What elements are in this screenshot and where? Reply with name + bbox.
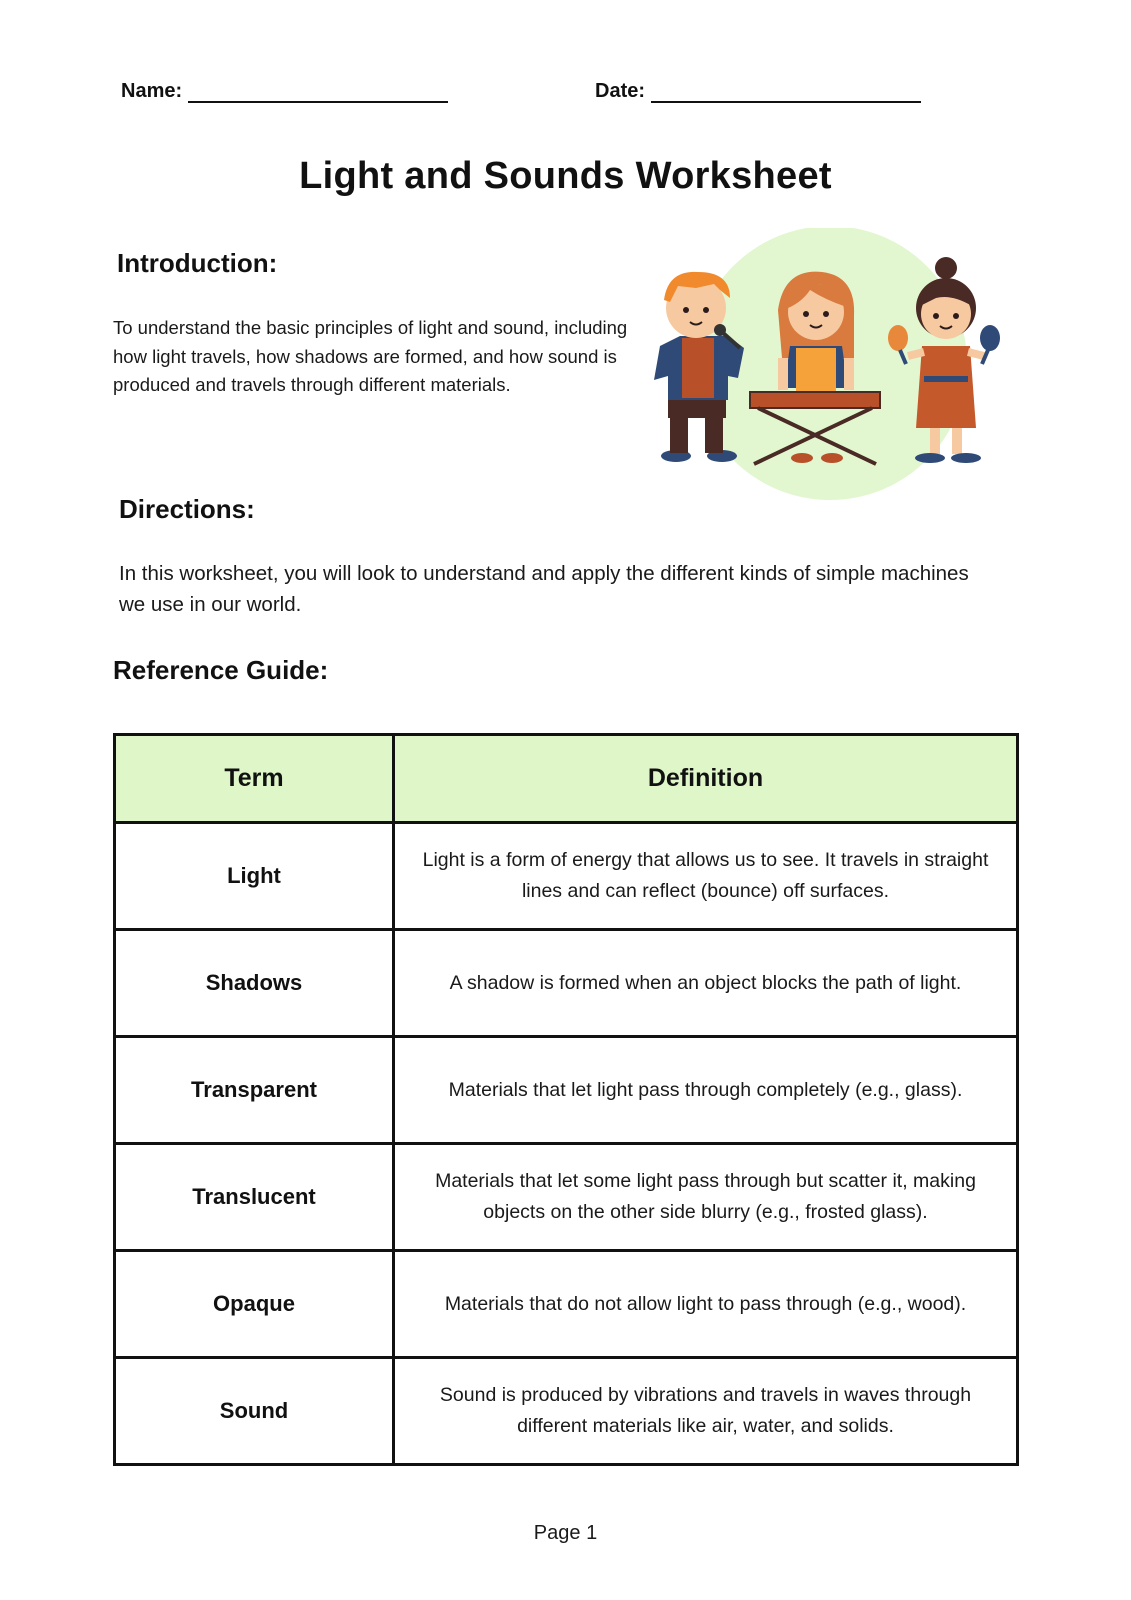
reference-table <box>113 733 1019 1466</box>
definition-cell: Materials that do not allow light to pass through (e.g., wood). <box>394 1251 1018 1358</box>
name-field <box>121 80 448 103</box>
term-cell: Light <box>115 823 394 930</box>
table-row <box>115 1144 1018 1251</box>
definition-cell: A shadow is formed when an object blocks the path of light. <box>394 930 1018 1037</box>
date-field <box>595 80 921 103</box>
name-date-row <box>121 80 921 110</box>
table-row <box>115 823 1018 930</box>
page-title: Light and Sounds Worksheet <box>299 155 832 197</box>
table-row <box>115 1358 1018 1465</box>
definition-cell: Light is a form of energy that allows us to see. It travels in straight lines and can reflect (bounce) off surfaces. <box>394 823 1018 930</box>
column-header-definition: Definition <box>394 735 1018 823</box>
introduction-heading: Introduction: <box>117 248 278 278</box>
definition-cell: Sound is produced by vibrations and travels in waves through different materials like air, water, and solids. <box>394 1358 1018 1465</box>
directions-text: In this worksheet, you will look to understand and apply the different kinds of simple machines we use in our world. <box>119 562 969 616</box>
date-label: Date: <box>595 80 646 102</box>
page-number: Page 1 <box>533 1522 598 1544</box>
children-music-illustration <box>640 228 1040 518</box>
term-cell: Transparent <box>115 1037 394 1144</box>
table-row <box>115 1251 1018 1358</box>
term-cell: Shadows <box>115 930 394 1037</box>
definition-cell: Materials that let light pass through completely (e.g., glass). <box>394 1037 1018 1144</box>
name-blank-line[interactable] <box>188 83 448 103</box>
column-header-term: Term <box>115 735 394 823</box>
table-row <box>115 1037 1018 1144</box>
date-blank-line[interactable] <box>651 83 921 103</box>
directions-heading: Directions: <box>119 494 255 524</box>
introduction-text: To understand the basic principles of light and sound, including how light travels, how shadows are formed, and how sound is produced and travels through different materials. <box>113 317 628 395</box>
term-cell: Opaque <box>115 1251 394 1358</box>
name-label: Name: <box>121 80 183 102</box>
term-cell: Sound <box>115 1358 394 1465</box>
table-row <box>115 930 1018 1037</box>
definition-cell: Materials that let some light pass through but scatter it, making objects on the other side blurry (e.g., frosted glass). <box>394 1144 1018 1251</box>
table-header-row <box>115 735 1018 823</box>
reference-guide-heading: Reference Guide: <box>113 655 329 685</box>
term-cell: Translucent <box>115 1144 394 1251</box>
